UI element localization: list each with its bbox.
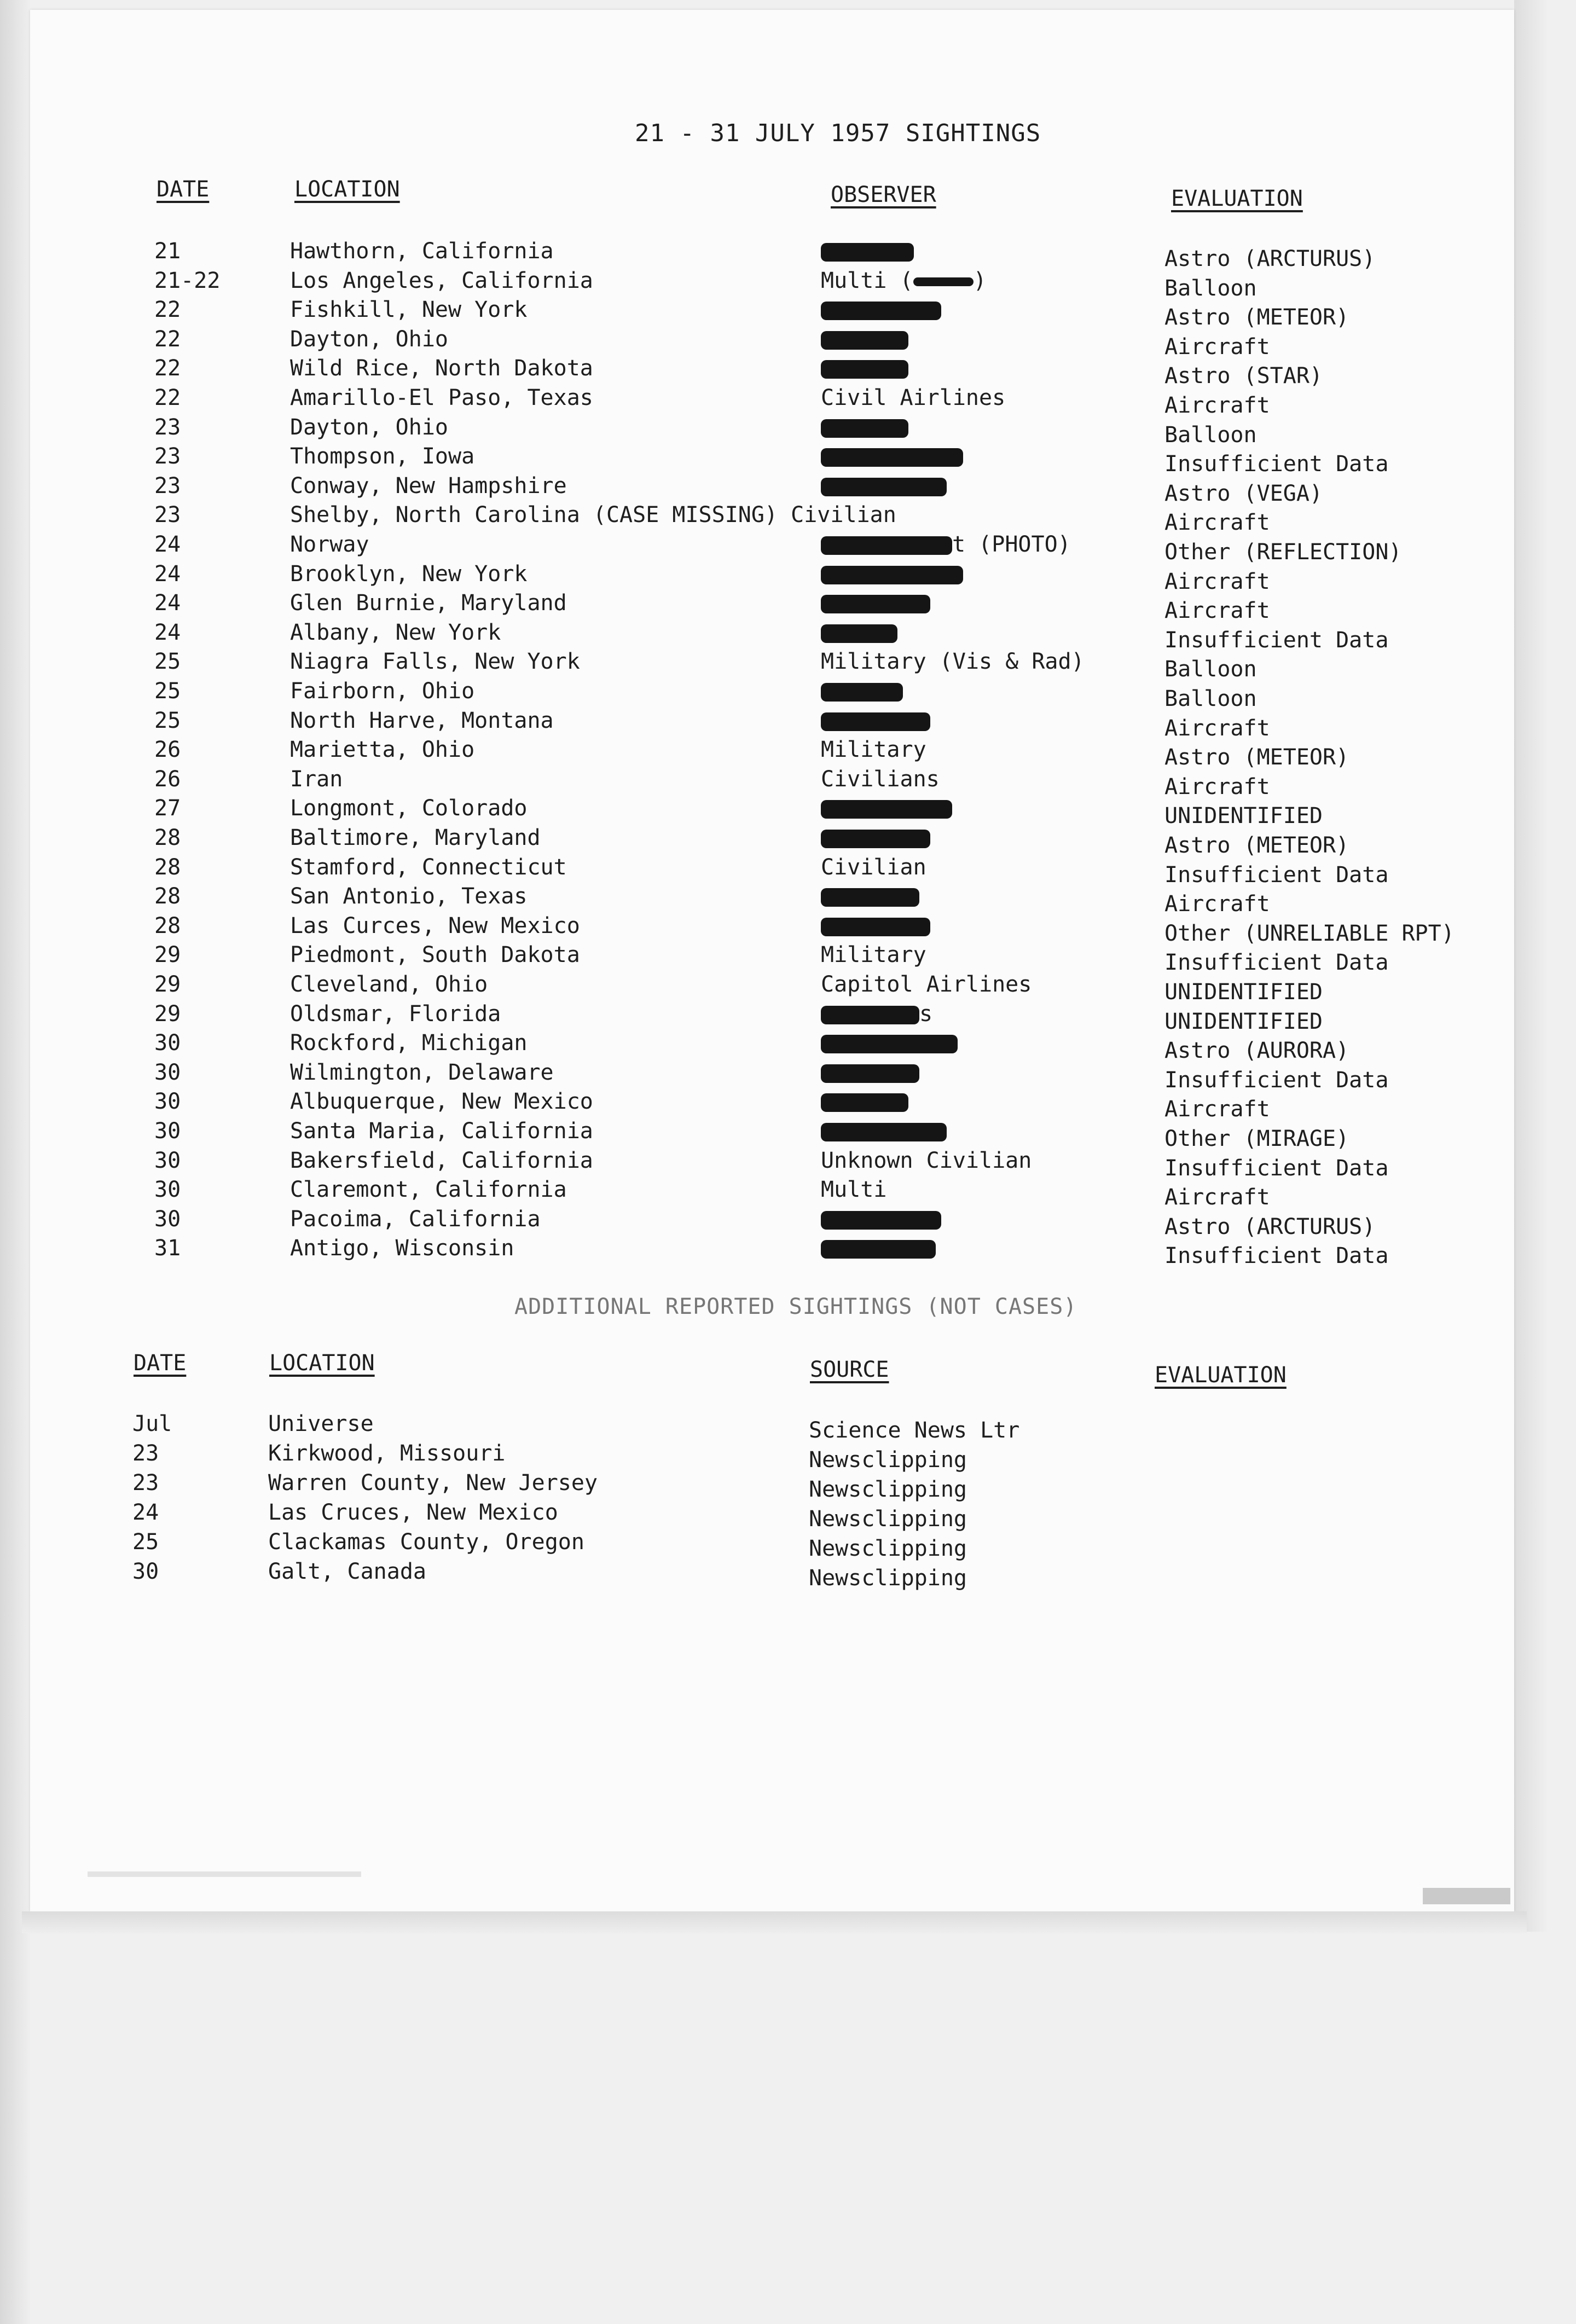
row-evaluation: Astro (METEOR) xyxy=(1164,833,1349,858)
additional-row xyxy=(0,1557,1576,1591)
row-evaluation: Other (REFLECTION) xyxy=(1164,540,1402,565)
observer-text: Unknown Civilian xyxy=(821,1147,1032,1173)
table-row xyxy=(0,911,1576,946)
redaction-bar xyxy=(821,331,908,350)
header-evaluation: EVALUATION xyxy=(1171,186,1303,211)
row-date: 27 xyxy=(154,796,181,821)
row-date: 24 xyxy=(154,590,181,616)
table-row xyxy=(0,970,1576,1005)
row-evaluation: Astro (AURORA) xyxy=(1164,1038,1349,1064)
row-observer xyxy=(821,413,908,442)
row-observer xyxy=(821,882,919,911)
row-evaluation: Aircraft xyxy=(1164,1097,1270,1122)
table-row xyxy=(0,1146,1576,1181)
row-location: Norway xyxy=(290,532,369,557)
additional-row xyxy=(0,1439,1576,1473)
redaction-bar xyxy=(821,1064,919,1083)
row-observer xyxy=(821,940,926,970)
row-evaluation: UNIDENTIFIED xyxy=(1164,803,1323,829)
row-date: 28 xyxy=(154,825,181,850)
additional-row xyxy=(0,1527,1576,1561)
additional-row xyxy=(0,1498,1576,1532)
row-location: Las Curces, New Mexico xyxy=(290,913,580,938)
row-evaluation: Aircraft xyxy=(1164,569,1270,594)
table-row xyxy=(0,324,1576,360)
row-evaluation: Astro (VEGA) xyxy=(1164,480,1323,506)
row-date: 29 xyxy=(154,972,181,997)
row-location: Piedmont, South Dakota xyxy=(290,942,580,968)
redaction-bar xyxy=(821,683,903,702)
row-date: 25 xyxy=(154,708,181,733)
additional-row-date: 23 xyxy=(132,1470,159,1496)
redaction-bar xyxy=(821,419,908,438)
additional-row-date: Jul xyxy=(132,1411,172,1436)
table-row xyxy=(0,1087,1576,1122)
row-observer xyxy=(821,1087,908,1116)
row-evaluation: Other (MIRAGE) xyxy=(1164,1126,1349,1151)
table-row xyxy=(0,999,1576,1034)
redaction-bar xyxy=(821,536,952,555)
observer-text: Civil Airlines xyxy=(821,385,1006,410)
row-location: Claremont, California xyxy=(290,1177,567,1203)
additional-row xyxy=(0,1468,1576,1502)
table-row xyxy=(0,618,1576,653)
table-row xyxy=(0,500,1576,536)
row-date: 29 xyxy=(154,942,181,968)
redaction-bar xyxy=(821,918,930,936)
additional-row-date: 30 xyxy=(132,1559,159,1584)
row-date: 23 xyxy=(154,473,181,499)
additional-row-location: Warren County, New Jersey xyxy=(268,1470,598,1496)
row-date: 22 xyxy=(154,385,181,410)
header-observer: OBSERVER xyxy=(831,182,936,207)
row-evaluation: Aircraft xyxy=(1164,334,1270,360)
row-location: Albany, New York xyxy=(290,619,501,645)
row-evaluation: Aircraft xyxy=(1164,774,1270,799)
row-evaluation: Insufficient Data xyxy=(1164,1243,1389,1269)
row-evaluation: Insufficient Data xyxy=(1164,627,1389,653)
redaction-bar xyxy=(821,1093,908,1112)
row-observer xyxy=(821,295,941,324)
row-location: Brooklyn, New York xyxy=(290,561,528,587)
table-row xyxy=(0,1175,1576,1210)
row-evaluation: Astro (ARCTURUS) xyxy=(1164,1214,1376,1239)
observer-text: Civilian xyxy=(821,854,926,880)
row-location: Marietta, Ohio xyxy=(290,737,475,763)
row-date: 22 xyxy=(154,297,181,323)
row-date: 28 xyxy=(154,884,181,909)
row-observer xyxy=(821,530,1071,559)
additional-row-date: 23 xyxy=(132,1441,159,1466)
row-evaluation: Balloon xyxy=(1164,657,1257,682)
additional-row-source: Newsclipping xyxy=(809,1477,967,1502)
row-observer xyxy=(821,1028,958,1058)
table-row xyxy=(0,676,1576,711)
row-observer xyxy=(821,911,930,941)
table-row xyxy=(0,559,1576,594)
table-row xyxy=(0,1116,1576,1151)
row-evaluation: Astro (ARCTURUS) xyxy=(1164,246,1376,271)
additional-header-location: LOCATION xyxy=(269,1351,375,1376)
row-date: 25 xyxy=(154,649,181,675)
additional-row-location: Kirkwood, Missouri xyxy=(268,1441,506,1466)
redaction-bar xyxy=(821,566,963,584)
row-location: Niagra Falls, New York xyxy=(290,649,580,675)
row-observer xyxy=(821,853,926,882)
row-evaluation: Balloon xyxy=(1164,686,1257,711)
additional-row-source: Newsclipping xyxy=(809,1536,967,1561)
row-date: 22 xyxy=(154,326,181,352)
additional-row-source: Science News Ltr xyxy=(809,1418,1020,1443)
table-row xyxy=(0,1204,1576,1239)
additional-row-location: Universe xyxy=(268,1411,374,1436)
additional-header-source: SOURCE xyxy=(810,1357,889,1382)
additional-row-date: 24 xyxy=(132,1500,159,1525)
row-date: 31 xyxy=(154,1236,181,1261)
redaction-bar xyxy=(821,478,947,496)
row-location: Antigo, Wisconsin xyxy=(290,1236,514,1261)
row-observer xyxy=(821,1116,947,1146)
row-location: San Antonio, Texas xyxy=(290,884,528,909)
redaction-bar xyxy=(821,243,914,262)
row-date: 30 xyxy=(154,1147,181,1173)
table-row xyxy=(0,442,1576,477)
row-observer xyxy=(821,647,1085,676)
row-observer xyxy=(821,793,952,823)
row-date: 30 xyxy=(154,1089,181,1115)
row-evaluation: Insufficient Data xyxy=(1164,950,1389,976)
table-row xyxy=(0,588,1576,624)
row-evaluation: Insufficient Data xyxy=(1164,451,1389,477)
observer-text: Military (Vis & Rad) xyxy=(821,649,1085,675)
row-date: 30 xyxy=(154,1206,181,1232)
table-row xyxy=(0,1028,1576,1064)
additional-header-date: DATE xyxy=(134,1351,187,1376)
additional-row xyxy=(0,1409,1576,1443)
redaction-bar xyxy=(821,800,952,819)
row-observer xyxy=(821,471,947,501)
row-date: 23 xyxy=(154,414,181,440)
row-location: Dayton, Ohio xyxy=(290,414,448,440)
row-location: Rockford, Michigan xyxy=(290,1030,528,1056)
row-location: Pacoima, California xyxy=(290,1206,541,1232)
row-observer xyxy=(821,324,908,354)
row-evaluation: UNIDENTIFIED xyxy=(1164,980,1323,1005)
row-date: 29 xyxy=(154,1001,181,1027)
page-title: 21 - 31 JULY 1957 SIGHTINGS xyxy=(635,119,1041,147)
row-date: 23 xyxy=(154,502,181,528)
table-row xyxy=(0,882,1576,917)
row-date: 30 xyxy=(154,1118,181,1144)
additional-row-location: Las Cruces, New Mexico xyxy=(268,1500,558,1525)
row-date: 26 xyxy=(154,766,181,792)
row-date: 26 xyxy=(154,737,181,763)
row-evaluation: Astro (METEOR) xyxy=(1164,305,1349,331)
row-date: 24 xyxy=(154,619,181,645)
additional-row-source: Newsclipping xyxy=(809,1447,967,1473)
observer-text: Multi xyxy=(821,1177,887,1203)
row-evaluation: Other (UNRELIABLE RPT) xyxy=(1164,920,1455,946)
row-observer xyxy=(821,266,987,295)
row-observer xyxy=(821,999,932,1029)
row-evaluation: Aircraft xyxy=(1164,1185,1270,1210)
table-row xyxy=(0,764,1576,799)
row-location: Hawthorn, California xyxy=(290,239,554,264)
row-observer xyxy=(821,383,1005,413)
row-date: 24 xyxy=(154,561,181,587)
table-row xyxy=(0,1233,1576,1269)
additional-title: ADDITIONAL REPORTED SIGHTINGS (NOT CASES) xyxy=(514,1294,1077,1319)
table-row xyxy=(0,706,1576,741)
row-evaluation: Aircraft xyxy=(1164,510,1270,536)
additional-row-source: Newsclipping xyxy=(809,1506,967,1532)
row-observer xyxy=(821,442,963,471)
row-evaluation: UNIDENTIFIED xyxy=(1164,1009,1323,1034)
row-date: 30 xyxy=(154,1059,181,1085)
row-observer xyxy=(821,676,903,706)
row-observer xyxy=(821,618,897,647)
row-evaluation: Astro (STAR) xyxy=(1164,363,1323,389)
redaction-bar xyxy=(821,1240,936,1259)
row-date: 30 xyxy=(154,1177,181,1203)
row-location: Stamford, Connecticut xyxy=(290,854,567,880)
row-evaluation: Insufficient Data xyxy=(1164,862,1389,888)
row-location: Oldsmar, Florida xyxy=(290,1001,501,1027)
redaction-bar xyxy=(821,1035,958,1053)
row-date: 28 xyxy=(154,854,181,880)
additional-row-location: Clackamas County, Oregon xyxy=(268,1529,584,1555)
row-location: Bakersfield, California xyxy=(290,1147,593,1173)
table-row xyxy=(0,236,1576,271)
paper-bottom-shadow xyxy=(22,1911,1527,1933)
redaction-bar xyxy=(821,1006,919,1024)
row-observer xyxy=(821,1146,1032,1175)
row-observer xyxy=(821,353,908,383)
redaction-bar xyxy=(821,595,930,613)
row-observer xyxy=(821,1233,936,1263)
row-observer xyxy=(821,706,930,735)
row-date: 22 xyxy=(154,356,181,381)
additional-row-source: Newsclipping xyxy=(809,1566,967,1591)
row-observer xyxy=(821,559,963,589)
row-observer xyxy=(821,970,1032,999)
table-row xyxy=(0,853,1576,888)
redaction-bar xyxy=(821,624,897,643)
observer-text-suffix: ) xyxy=(973,268,987,293)
row-evaluation: Balloon xyxy=(1164,275,1257,301)
table-row xyxy=(0,530,1576,565)
row-location: Glen Burnie, Maryland xyxy=(290,590,567,616)
row-location: Los Angeles, California xyxy=(290,268,593,293)
row-date: 30 xyxy=(154,1030,181,1056)
row-observer xyxy=(821,1204,941,1234)
row-observer xyxy=(821,1175,887,1204)
redaction-bar xyxy=(821,712,930,731)
row-date: 28 xyxy=(154,913,181,938)
redaction-bar xyxy=(821,1211,941,1230)
row-location: Shelby, North Carolina (CASE MISSING) Civilian xyxy=(290,502,896,528)
scan-smudge xyxy=(1423,1888,1510,1904)
row-evaluation: Aircraft xyxy=(1164,891,1270,917)
row-evaluation: Aircraft xyxy=(1164,715,1270,741)
redaction-bar xyxy=(821,830,930,848)
row-location: Wild Rice, North Dakota xyxy=(290,356,593,381)
row-evaluation: Aircraft xyxy=(1164,393,1270,418)
row-location: Albuquerque, New Mexico xyxy=(290,1089,593,1115)
additional-header-evaluation: EVALUATION xyxy=(1155,1363,1287,1388)
redaction-bar xyxy=(821,448,963,467)
table-row xyxy=(0,735,1576,770)
row-location: Santa Maria, California xyxy=(290,1118,593,1144)
table-row xyxy=(0,793,1576,829)
header-date: DATE xyxy=(157,177,210,202)
table-row xyxy=(0,266,1576,301)
row-evaluation: Balloon xyxy=(1164,422,1257,448)
row-evaluation: Aircraft xyxy=(1164,598,1270,624)
observer-text: s xyxy=(919,1001,933,1027)
table-row xyxy=(0,940,1576,976)
row-evaluation: Insufficient Data xyxy=(1164,1067,1389,1093)
additional-row-date: 25 xyxy=(132,1529,159,1555)
additional-row-location: Galt, Canada xyxy=(268,1559,426,1584)
table-row xyxy=(0,1058,1576,1093)
row-observer xyxy=(821,236,914,266)
table-row xyxy=(0,295,1576,331)
table-row xyxy=(0,823,1576,858)
redaction-bar xyxy=(821,302,941,320)
row-location: Dayton, Ohio xyxy=(290,326,448,352)
row-evaluation: Astro (METEOR) xyxy=(1164,745,1349,770)
row-location: Iran xyxy=(290,766,343,792)
row-location: Wilmington, Delaware xyxy=(290,1059,554,1085)
redaction-bar xyxy=(821,360,908,379)
row-location: Cleveland, Ohio xyxy=(290,972,488,997)
row-location: Fairborn, Ohio xyxy=(290,679,475,704)
row-observer xyxy=(821,764,940,794)
observer-text: Multi ( xyxy=(821,268,913,293)
header-location: LOCATION xyxy=(294,177,400,202)
row-location: North Harve, Montana xyxy=(290,708,554,733)
observer-text: Military xyxy=(821,737,926,763)
row-location: Fishkill, New York xyxy=(290,297,528,323)
row-observer xyxy=(821,823,930,853)
row-evaluation: Insufficient Data xyxy=(1164,1155,1389,1181)
table-row xyxy=(0,383,1576,418)
table-row xyxy=(0,413,1576,448)
row-date: 23 xyxy=(154,444,181,470)
table-row xyxy=(0,471,1576,506)
row-date: 25 xyxy=(154,679,181,704)
row-date: 24 xyxy=(154,532,181,557)
row-location: Baltimore, Maryland xyxy=(290,825,541,850)
table-row xyxy=(0,353,1576,389)
scan-smudge xyxy=(88,1871,361,1877)
redaction-bar xyxy=(821,888,919,907)
redaction-bar xyxy=(821,1123,947,1141)
row-location: Thompson, Iowa xyxy=(290,444,475,470)
row-date: 21-22 xyxy=(154,268,221,293)
row-date: 21 xyxy=(154,239,181,264)
observer-text: t (PHOTO) xyxy=(952,532,1071,557)
row-observer xyxy=(821,735,926,764)
row-location: Amarillo-El Paso, Texas xyxy=(290,385,593,410)
observer-text: Capitol Airlines xyxy=(821,972,1032,997)
observer-text: Military xyxy=(821,942,926,968)
row-observer xyxy=(821,1058,919,1087)
table-row xyxy=(0,647,1576,682)
row-observer xyxy=(821,588,930,618)
row-location: Conway, New Hampshire xyxy=(290,473,567,499)
redaction-bar xyxy=(913,277,974,286)
observer-text: Civilians xyxy=(821,766,940,792)
row-location: Longmont, Colorado xyxy=(290,796,528,821)
